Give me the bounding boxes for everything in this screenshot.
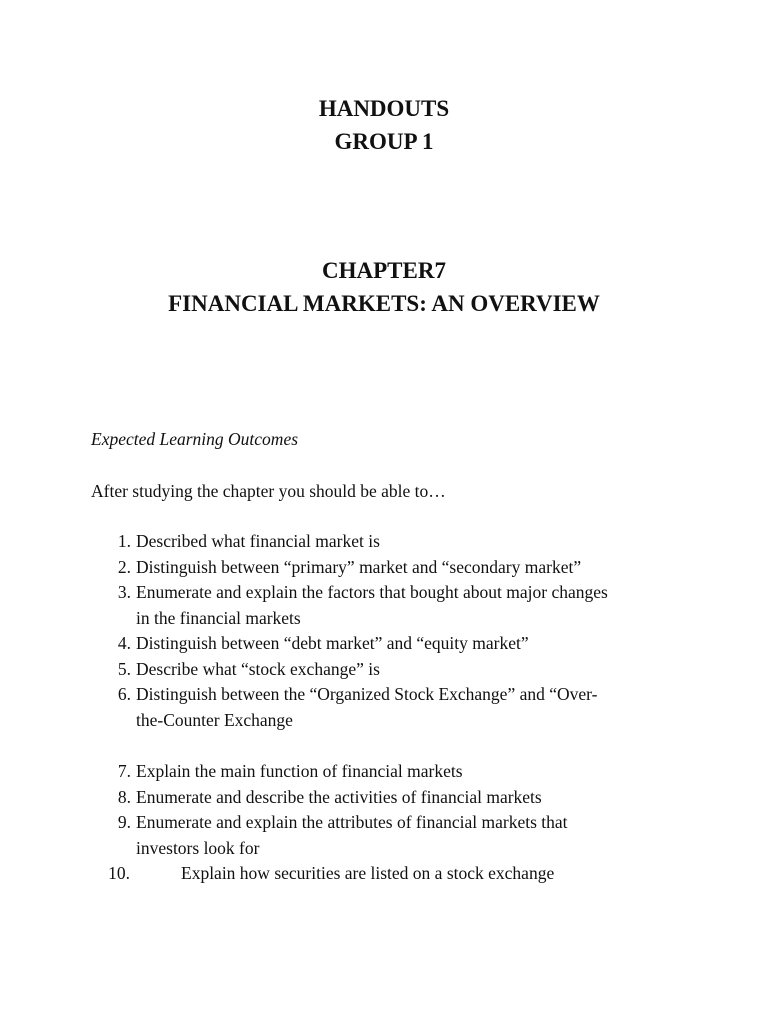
list-item-line: the-Counter Exchange xyxy=(136,709,293,730)
list-item-number: 2. xyxy=(117,557,131,577)
list-item-line: investors look for xyxy=(136,837,260,858)
list-item xyxy=(91,861,691,887)
list-item-line: Enumerate and explain the attributes of financial markets that xyxy=(136,812,568,832)
list-item-text xyxy=(181,861,691,887)
list-item xyxy=(91,810,691,861)
list-item-line: Explain how securities are listed on a stock exchange xyxy=(181,863,555,883)
list-item-text xyxy=(136,580,691,631)
list-item-number: 1. xyxy=(117,531,131,551)
list-item xyxy=(91,657,691,683)
list-item-text xyxy=(136,529,691,555)
list-item-line: Distinguish between “primary” market and “secondary market” xyxy=(136,557,582,577)
handout-title: HANDOUTS xyxy=(318,96,450,121)
list-item-number: 3. xyxy=(117,582,131,602)
list-item-line: Describe what “stock exchange” is xyxy=(136,659,380,679)
list-item xyxy=(91,555,691,581)
list-item-number: 9. xyxy=(117,812,131,832)
list-item-line: in the financial markets xyxy=(136,607,301,628)
handout-heading xyxy=(0,92,768,158)
list-item xyxy=(91,580,691,631)
list-item-text xyxy=(136,759,691,785)
chapter-heading xyxy=(0,254,768,320)
list-item xyxy=(91,631,691,657)
chapter-title: FINANCIAL MARKETS: AN OVERVIEW xyxy=(168,291,600,316)
group-title: GROUP 1 xyxy=(334,129,434,154)
list-item-line: Enumerate and describe the activities of financial markets xyxy=(136,787,542,807)
list-item-number: 4. xyxy=(117,633,131,653)
list-item-text xyxy=(136,657,691,683)
chapter-number: CHAPTER7 xyxy=(322,258,446,283)
list-item-number: 8. xyxy=(117,787,131,807)
list-item-number: 7. xyxy=(117,761,131,781)
section-title: Expected Learning Outcomes xyxy=(91,429,299,449)
list-item-line: Distinguish between “debt market” and “equity market” xyxy=(136,633,529,653)
list-item-number: 10. xyxy=(108,863,130,883)
list-item-line: Described what financial market is xyxy=(136,531,380,551)
list-item-line: Explain the main function of financial markets xyxy=(136,761,463,781)
list-item-line: Enumerate and explain the factors that bought about major changes xyxy=(136,582,608,602)
intro-text: After studying the chapter you should be able to… xyxy=(91,481,446,501)
list-item-text xyxy=(136,631,691,657)
list-item-text xyxy=(136,785,691,811)
list-item xyxy=(91,759,691,785)
list-item-text xyxy=(136,682,691,733)
list-item-text xyxy=(136,555,691,581)
list-item xyxy=(91,682,691,733)
list-item-number: 5. xyxy=(117,659,131,679)
list-item xyxy=(91,529,691,555)
list-item-line: Distinguish between the “Organized Stock Exchange” and “Over- xyxy=(136,684,598,704)
list-item-number: 6. xyxy=(117,684,131,704)
list-item xyxy=(91,785,691,811)
list-item-text xyxy=(136,810,691,861)
